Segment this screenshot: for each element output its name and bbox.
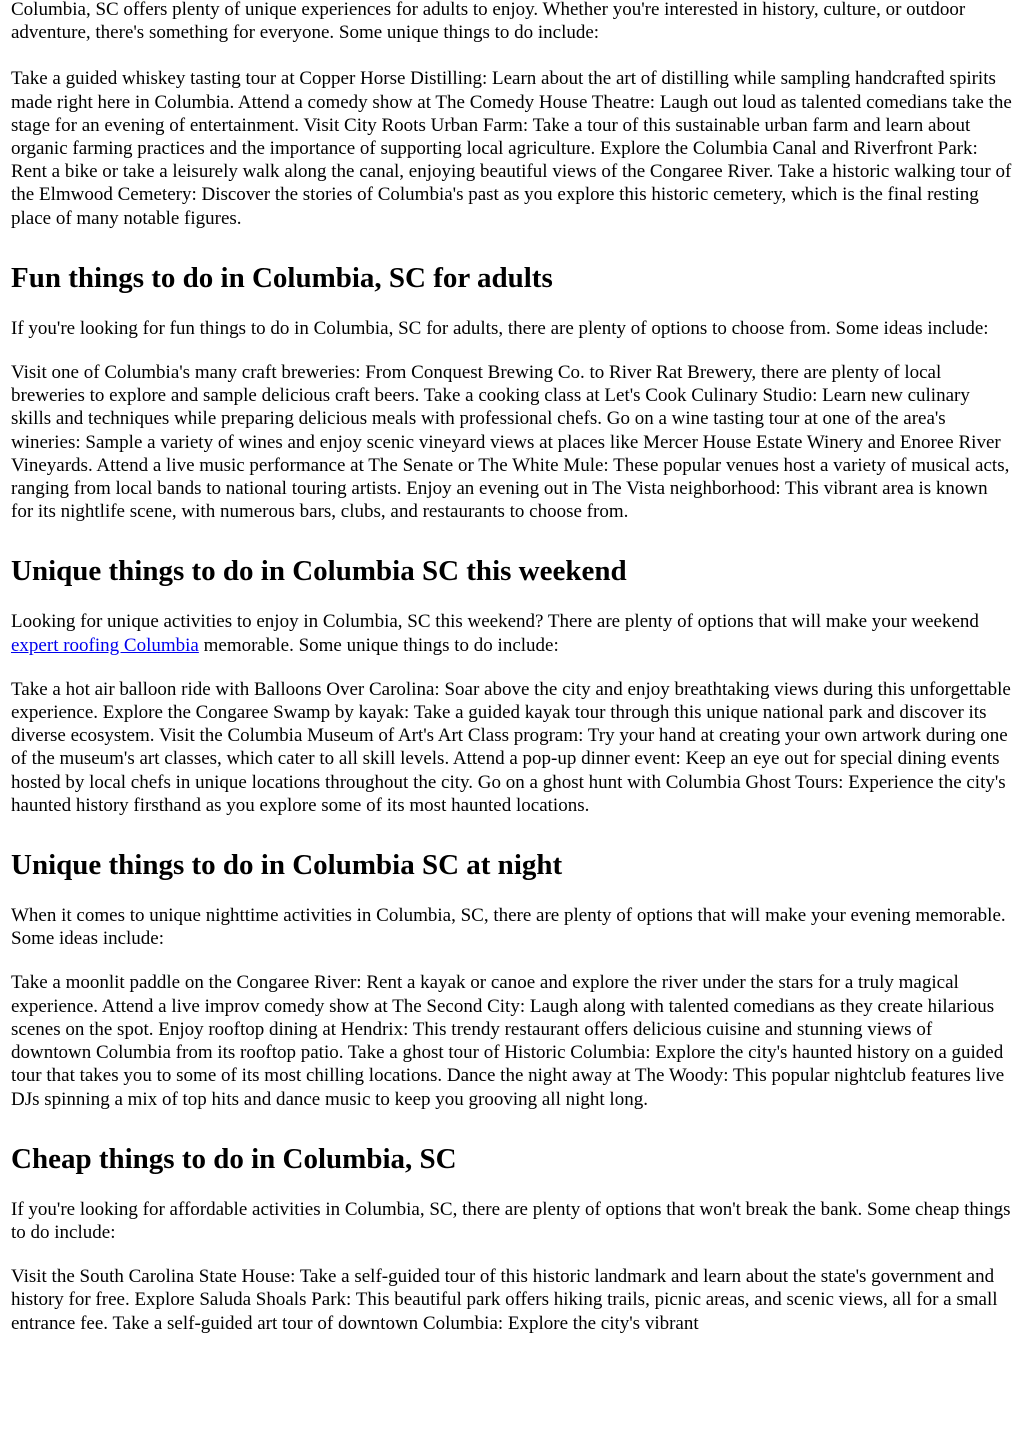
section-heading-weekend: Unique things to do in Columbia SC this weekend xyxy=(11,555,627,588)
section-heading-cheap: Cheap things to do in Columbia, SC xyxy=(11,1142,457,1175)
expert-roofing-link[interactable]: expert roofing Columbia xyxy=(11,634,199,656)
intro-paragraph: Columbia, SC offers plenty of unique experiences for adults to enjoy. Whether you're interested in history, culture, or outdoor adventure, there's something for everyone. Some unique things to do include: xyxy=(11,0,966,44)
section-heading-fun: Fun things to do in Columbia, SC for adults xyxy=(11,261,553,294)
cheap-intro-paragraph: If you're looking for affordable activities in Columbia, SC, there are plenty of options that won't break the bank. Some cheap things to do include: xyxy=(11,1198,1011,1243)
weekend-intro-paragraph xyxy=(11,610,1014,656)
weekend-activities-paragraph: Take a hot air balloon ride with Balloons Over Carolina: Soar above the city and enjoy breathtaking views during this unforgettable experience. Explore the Congaree Swamp by kayak: Take a guided kayak tour through this unique national park and discover its diverse ecosystem. Visit the Columbia Museum of Art's Art Class program: Try your hand at creating your own artwork during one of the museum's art classes, which cater to all skill levels. Attend a pop-up dinner event: Keep an eye out for special dining events hosted by local chefs in unique locations throughout the city. Go on a ghost hunt with Columbia Ghost Tours: Experience the city's haunted history firsthand as you explore some of its most haunted locations. xyxy=(11,678,1011,816)
fun-activities-paragraph: Visit one of Columbia's many craft breweries: From Conquest Brewing Co. to River Rat Brewery, there are plenty of local breweries to explore and sample delicious craft beers. Take a cooking class at Let's Cook Culinary Studio: Learn new culinary skills and techniques while preparing delicious meals with professional chefs. Go on a wine tasting tour at one of the area's wineries: Sample a variety of wines and enjoy scenic vineyard views at places like Mercer House Estate Winery and Enoree River Vineyards. Attend a live music performance at The Senate or The White Mule: These popular venues host a variety of musical acts, ranging from local bands to national touring artists. Enjoy an evening out in The Vista neighborhood: This vibrant area is known for its nightlife scene, with numerous bars, clubs, and restaurants to choose from. xyxy=(11,362,1010,523)
cheap-activities-paragraph: Visit the South Carolina State House: Take a self-guided tour of this historic landmark and learn about the state's government and history for free. Explore Saluda Shoals Park: This beautiful park offers hiking trails, picnic areas, and scenic views, all for a small entrance fee. Take a self-guided art tour of downtown Columbia: Explore the city's vibrant xyxy=(11,1266,998,1334)
intro-activities-paragraph: Take a guided whiskey tasting tour at Copper Horse Distilling: Learn about the art of distilling while sampling handcrafted spirits made right here in Columbia. Attend a comedy show at The Comedy House Theatre: Laugh out loud as talented comedians take the stage for an evening of entertainment. Visit City Roots Urban Farm: Take a tour of this sustainable urban farm and learn about organic farming practices and the importance of supporting local agriculture. Explore the Columbia Canal and Riverfront Park: Rent a bike or take a leisurely walk along the canal, enjoying beautiful views of the Congaree River. Take a historic walking tour of the Elmwood Cemetery: Discover the stories of Columbia's past as you explore this historic cemetery, which is the final resting place of many notable figures. xyxy=(11,68,1012,229)
night-intro-paragraph: When it comes to unique nighttime activities in Columbia, SC, there are plenty of options that will make your evening memorable. Some ideas include: xyxy=(11,905,1006,950)
weekend-intro-text-after: memorable. Some unique things to do include: xyxy=(198,634,559,656)
fun-intro-paragraph: If you're looking for fun things to do in Columbia, SC for adults, there are plenty of options to choose from. Some ideas include: xyxy=(11,317,989,339)
weekend-intro-text-before: Looking for unique activities to enjoy in Columbia, SC this weekend? There are plenty of options that will make your weekend xyxy=(11,611,979,633)
night-activities-paragraph: Take a moonlit paddle on the Congaree River: Rent a kayak or canoe and explore the river under the stars for a truly magical experience. Attend a live improv comedy show at The Second City: Laugh along with talented comedians as they create hilarious scenes on the spot. Enjoy rooftop dining at Hendrix: This trendy restaurant offers delicious cuisine and stunning views of downtown Columbia from its rooftop patio. Take a ghost tour of Historic Columbia: Explore the city's haunted history on a guided tour that takes you to some of its most chilling locations. Dance the night away at The Woody: This popular nightclub features live DJs spinning a mix of top hits and dance music to keep you grooving all night long. xyxy=(11,972,1005,1110)
section-heading-night: Unique things to do in Columbia SC at night xyxy=(11,849,563,882)
